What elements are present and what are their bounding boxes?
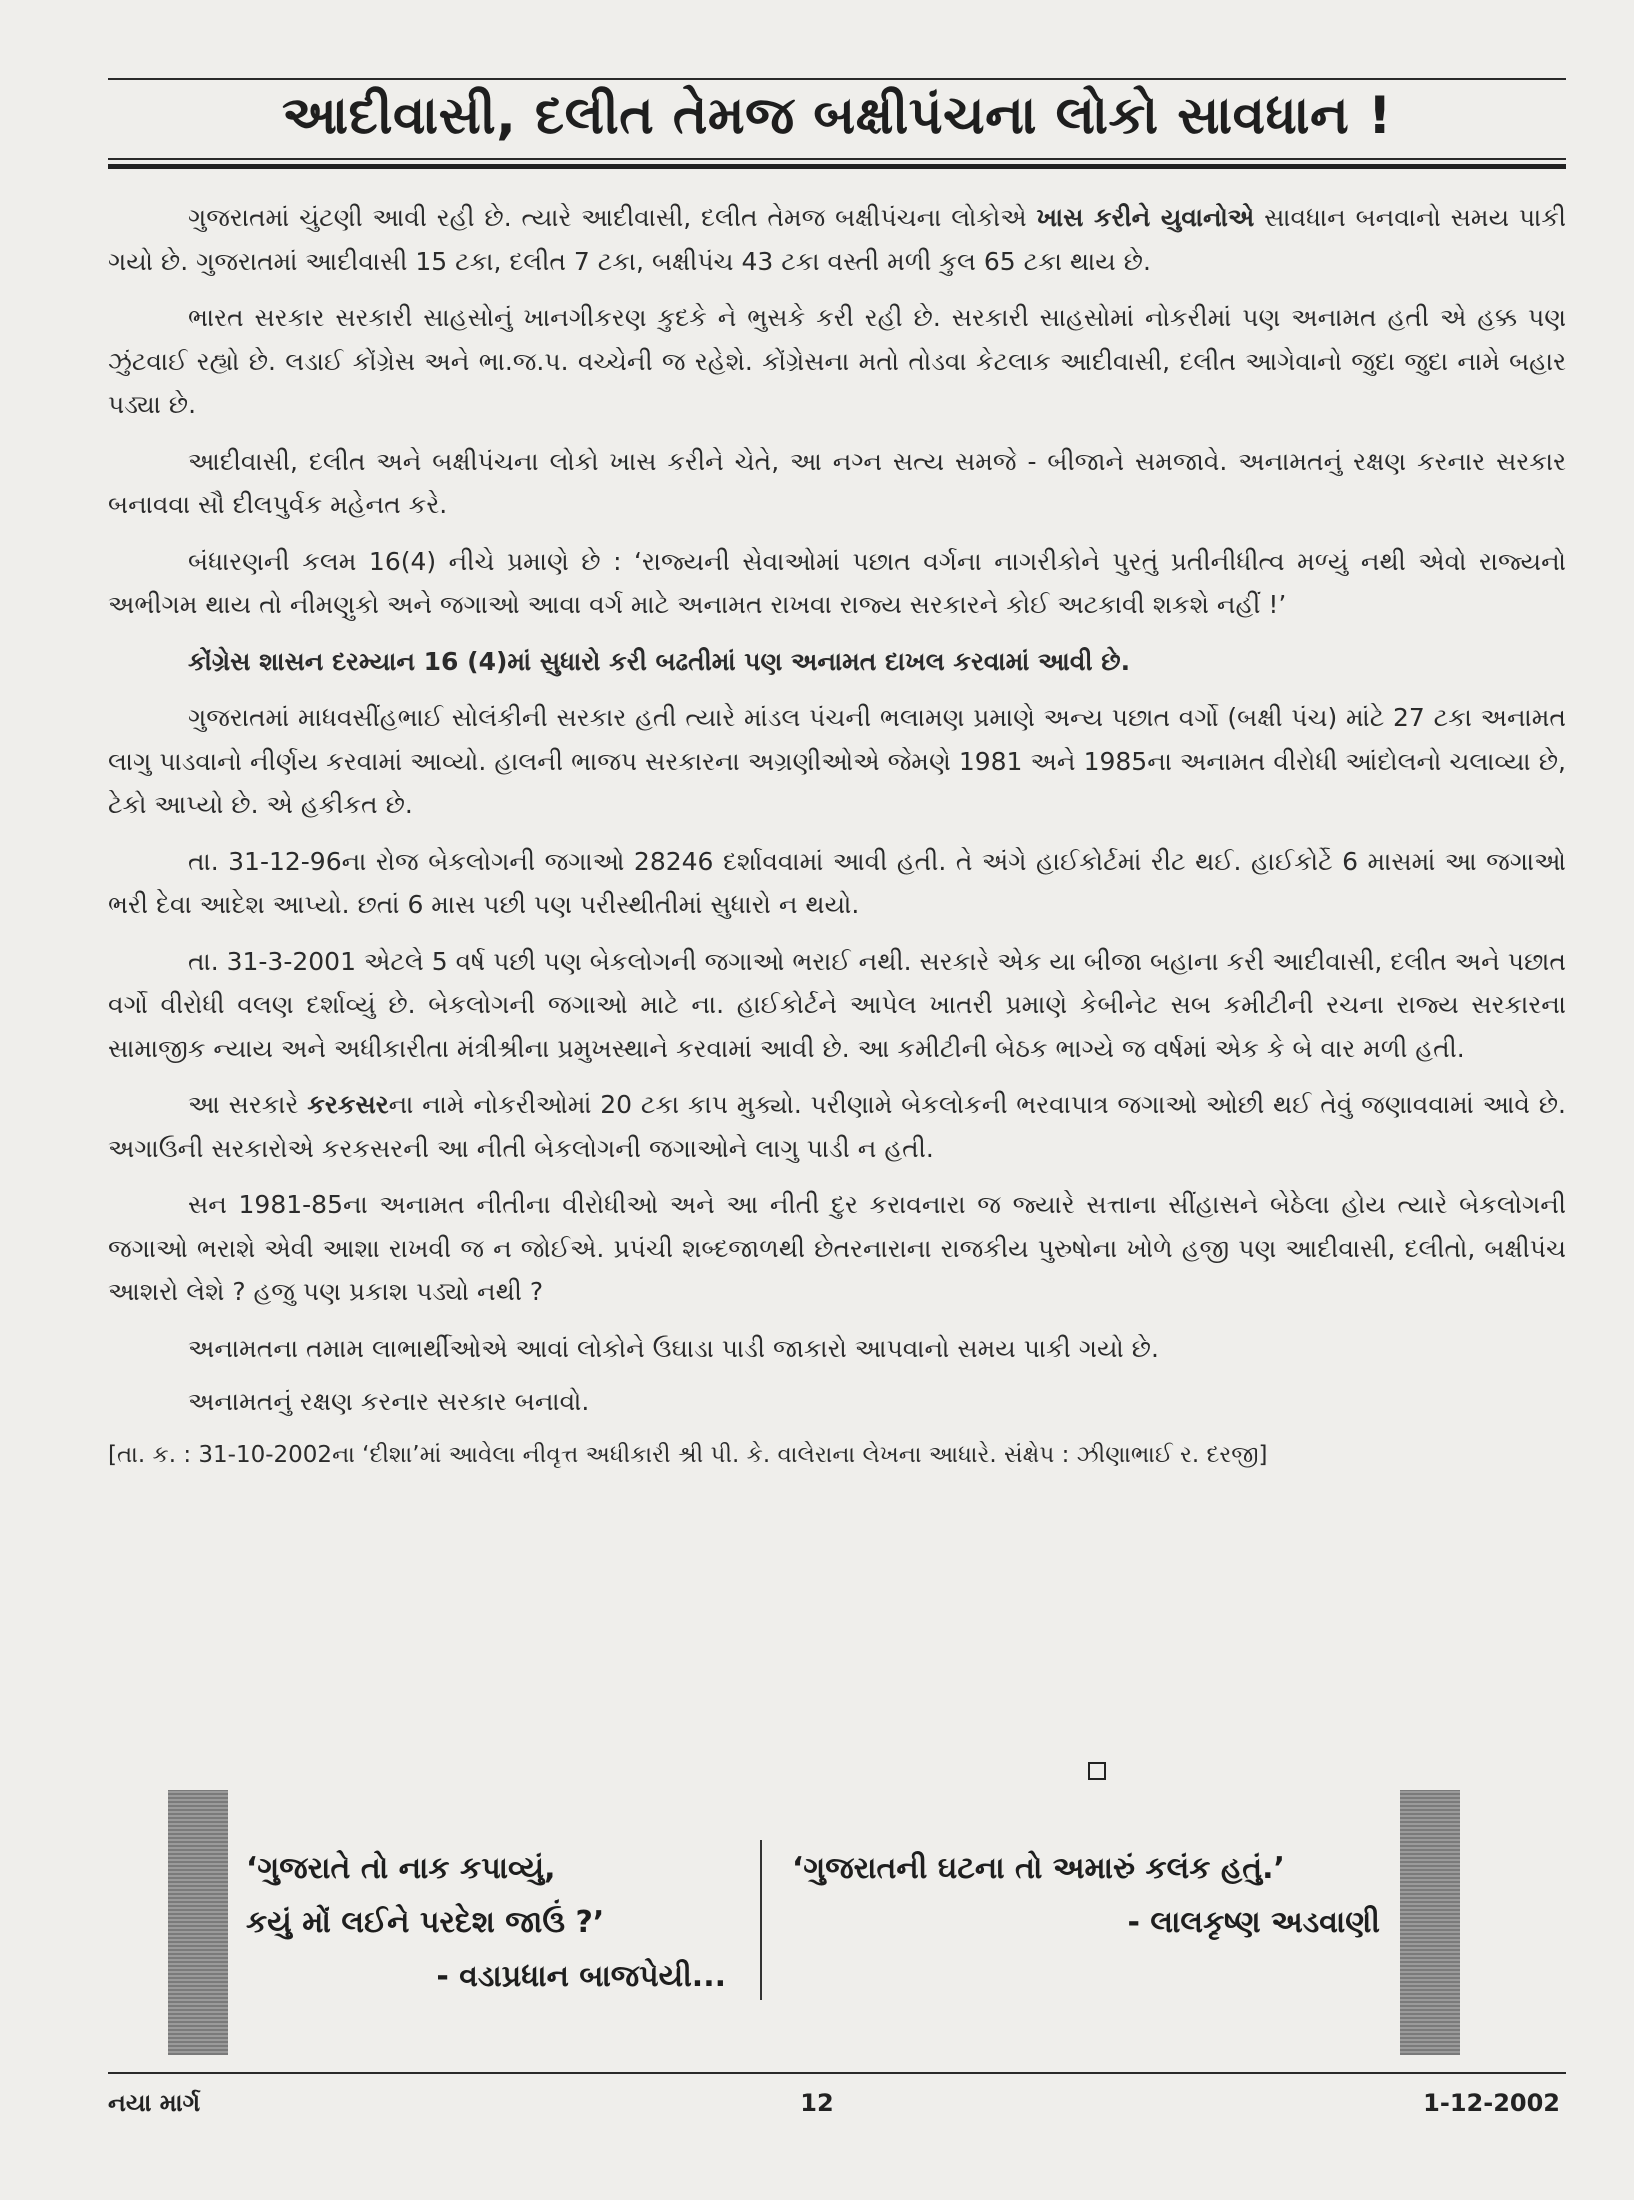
paragraph-8: આ સરકારે કરકસરના નામે નોકરીઓમાં 20 ટકા કાપ મુક્યો. પરીણામે બેકલોકની ભરવાપાત્ર જગાઓ ઓછી થઈ તેવું જણાવવામાં આવે છે. અગાઉની સરકારોએ કરકસરની આ નીતી બેકલોગની જગાઓને લાગુ પાડી ન હતી. [108, 1090, 1566, 1163]
quote-right-attribution: - લાલકૃષ્ણ અડવાણી [1127, 1905, 1380, 1940]
article-body [108, 196, 1566, 1490]
quote-right-bar [1400, 1790, 1460, 2055]
paragraph-5: ગુજરાતમાં માધવસીંહભાઈ સોલંકીની સરકાર હતી ત્યારે માંડલ પંચની ભલામણ પ્રમાણે અન્ય પછાત વર્ગો (બક્ષી પંચ) માંટે 27 ટકા અનામત લાગુ પાડવાનો નીર્ણય કરવામાં આવ્યો. હાલની ભાજપ સરકારના અગ્રણીઓએ જેમણે 1981 અને 1985ના અનામત વીરોધી આંદોલનો ચલાવ્યા છે, ટેકો આપ્યો છે. એ હકીકત છે. [108, 703, 1566, 819]
paragraph-6: તા. 31-12-96ના રોજ બેકલોગની જગાઓ 28246 દર્શાવવામાં આવી હતી. તે અંગે હાઈકોર્ટમાં રીટ થઈ. હાઈકોર્ટે 6 માસમાં આ જગાઓ ભરી દેવા આદેશ આપ્યો. છતાં 6 માસ પછી પણ પરીસ્થીતીમાં સુધારો ન થયો. [108, 846, 1566, 919]
quote-left-attribution: - વડાપ્રધાન બાજપેયી... [436, 1959, 726, 1994]
paragraph-11: અનામતનું રક્ષણ કરનાર સરકાર બનાવો. [188, 1387, 590, 1416]
footer-page-number: 12 [800, 2089, 834, 2117]
paragraph-10: અનામતના તમામ લાભાર્થીઓએ આવાં લોકોને ઉઘાડા પાડી જાકારો આપવાનો સમય પાકી ગયો છે. [188, 1333, 1159, 1363]
footer-date: 1-12-2002 [1423, 2089, 1560, 2117]
section-heading: કોંગ્રેસ શાસન દરમ્યાન 16 (4)માં સુધારો કરી બઢતીમાં પણ અનામત દાખલ કરવામાં આવી છે. [188, 646, 1131, 676]
title-bottom-rule-thin [108, 158, 1566, 160]
bold-phrase: ખાસ કરીને યુવાનોએ [1036, 203, 1255, 232]
paragraph-7: તા. 31-3-2001 એટલે 5 વર્ષ પછી પણ બેકલોગની જગાઓ ભરાઈ નથી. સરકારે એક યા બીજા બહાના કરી આદીવાસી, દલીત અને પછાત વર્ગો વીરોધી વલણ દર્શાવ્યું છે. બેકલોગની જગાઓ માટે ના. હાઈકોર્ટને આપેલ ખાતરી પ્રમાણે કેબીનેટ સબ કમીટીની રચના રાજ્ય સરકારના સામાજીક ન્યાય અને અધીકારીતા મંત્રીશ્રીના પ્રમુખસ્થાને કરવામાં આવી છે. આ કમીટીની બેઠક ભાગ્યે જ વર્ષમાં એક કે બે વાર મળી હતી. [108, 946, 1566, 1063]
footer-rule [108, 2072, 1566, 2074]
quote-left-bar [168, 1790, 228, 2055]
paragraph-4: બંધારણની કલમ 16(4) નીચે પ્રમાણે છે : ‘રાજ્યની સેવાઓમાં પછાત વર્ગના નાગરીકોને પુરતું પ્રતીનીધીત્વ મળ્યું નથી એવો રાજ્યનો અભીગમ થાય તો નીમણુકો અને જગાઓ આવા વર્ગ માટે અનામત રાખવા રાજ્ય સરકારને કોઈ અટકાવી શકશે નહીં !’ [108, 546, 1566, 619]
editor-note: [તા. ક. : 31-10-2002ના ‘દીશા’માં આવેલા નીવૃત્ત અધીકારી શ્રી પી. કે. વાલેરાના લેખના આધારે. સંક્ષેપ : ઝીણાભાઈ ર. દરજી] [108, 1441, 1268, 1468]
footer-publication: નયા માર્ગ [108, 2089, 201, 2117]
title-top-rule [108, 78, 1566, 80]
paragraph-1: ગુજરાતમાં ચુંટણી આવી રહી છે. ત્યારે આદીવાસી, દલીત તેમજ બક્ષીપંચના લોકોએ ખાસ કરીને યુવાનોએ સાવધાન બનવાનો સમય પાકી ગયો છે. ગુજરાતમાં આદીવાસી 15 ટકા, દલીત 7 ટકા, બક્ષીપંચ 43 ટકા વસ્તી મળી કુલ 65 ટકા થાય છે. [108, 203, 1567, 276]
article-title: આદીવાસી, દલીત તેમજ બક્ષીપંચના લોકો સાવધાન ! [281, 86, 1393, 146]
quote-right: ‘ગુજરાતની ઘટના તો અમારું કલંક હતું.’ - લાલકૃષ્ણ અડવાણી [792, 1842, 1380, 1950]
quote-divider [760, 1840, 762, 2000]
paragraph-2: ભારત સરકાર સરકારી સાહસોનું ખાનગીકરણ કુદકે ને ભુસકે કરી રહી છે. સરકારી સાહસોમાં નોકરીમાં પણ અનામત હતી એ હક્ક પણ ઝુંટવાઈ રહ્યો છે. લડાઈ કોંગ્રેસ અને ભા.જ.પ. વચ્ચેની જ રહેશે. કોંગ્રેસના મતો તોડવા કેટલાક આદીવાસી, દલીત આગેવાનો જુદા જુદા નામે બહાર પડ્યા છે. [108, 303, 1566, 419]
title-bottom-rule-thick [108, 164, 1566, 169]
paragraph-9: સન 1981-85ના અનામત નીતીના વીરોધીઓ અને આ નીતી દુર કરાવનારા જ જ્યારે સત્તાના સીંહાસને બેઠેલા હોય ત્યારે બેકલોગની જગાઓ ભરાશે એવી આશા રાખવી જ ન જોઈએ. પ્રપંચી શબ્દજાળથી છેતરનારાના રાજકીય પુરુષોના ખોળે હજી પણ આદીવાસી, દલીતો, બક્ષીપંચ આશરો લેશે ? હજુ પણ પ્રકાશ પડ્યો નથી ? [108, 1190, 1566, 1306]
quote-left: ‘ગુજરાતે તો નાક કપાવ્યું, કયું મોં લઈને પરદેશ જાઉં ?’ - વડાપ્રધાન બાજપેયી... [246, 1842, 726, 2004]
paragraph-3: આદીવાસી, દલીત અને બક્ષીપંચના લોકો ખાસ કરીને ચેતે, આ નગ્ન સત્ય સમજે - બીજાને સમજાવે. અનામતનું રક્ષણ કરનાર સરકાર બનાવવા સૌ દીલપુર્વક મહેનત કરે. [108, 446, 1566, 519]
bold-phrase: કરકસર [307, 1090, 389, 1119]
end-mark-square-icon [1088, 1762, 1106, 1780]
